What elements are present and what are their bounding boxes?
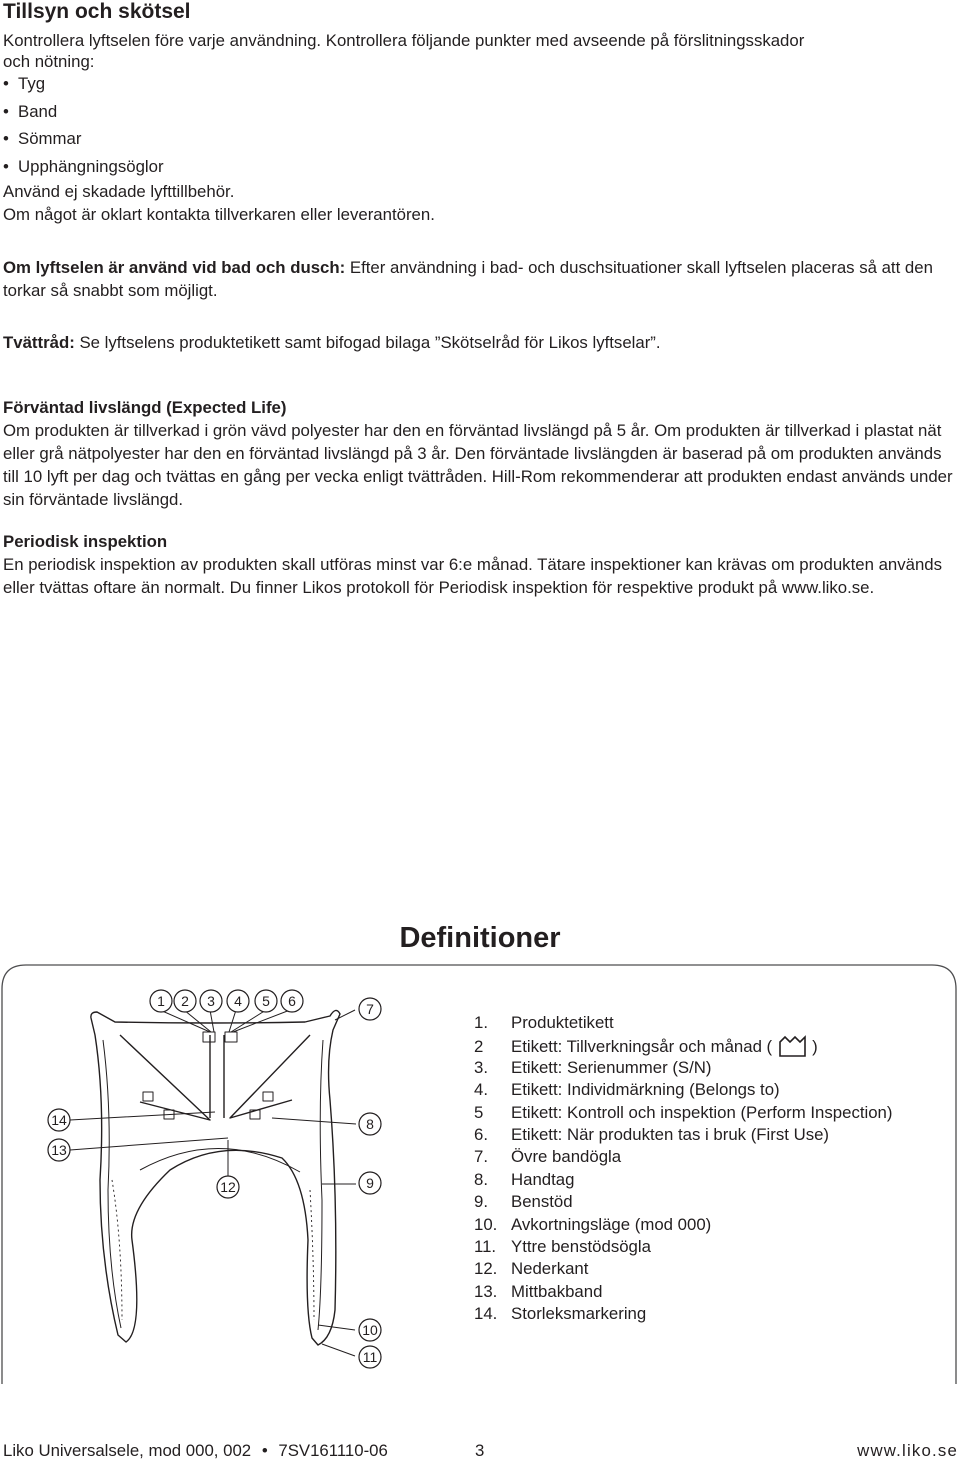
callout-label: 10 xyxy=(362,1322,378,1338)
wash-label: Tvättråd: xyxy=(3,333,75,352)
list-item: 12. Nederkant xyxy=(474,1259,589,1279)
handle-strap-right xyxy=(230,1035,310,1118)
list-item: 2 Etikett: Tillverkningsår och månad ( ) xyxy=(474,1034,892,1056)
definitions-title: Definitioner xyxy=(399,922,561,954)
callout-label: 4 xyxy=(234,993,242,1009)
bath-paragraph xyxy=(3,256,955,302)
definitions-list xyxy=(474,1012,892,1325)
handle-strap-left xyxy=(120,1035,210,1120)
list-item: 3. Etikett: Serienummer (S/N) xyxy=(474,1057,712,1077)
periodic-inspection-heading: Periodisk inspektion xyxy=(3,532,168,551)
callout-label: 13 xyxy=(51,1142,67,1158)
list-item: 13. Mittbakband xyxy=(474,1281,603,1301)
intro-line-2: och nötning: xyxy=(3,52,95,71)
expected-life-text: Om produkten är tillverkad i grön vävd polyester har den en förväntad livslängd på 5 år. Om produkten är tillverkad i plastat nät eller grå nätpolyester har den en förväntad livslängd på 3 år. Den förväntade livslängden är baserad på om produkten används till 10 lyft per dag och tvättas en gång per vecka enligt tvättråden. Hill-Rom rekommenderar att produkten endast används under sin förväntade livslängd. xyxy=(3,421,953,509)
page-title: Tillsyn och skötsel xyxy=(3,0,191,23)
callout-label: 3 xyxy=(207,993,215,1009)
callout-label: 7 xyxy=(366,1001,374,1017)
footer-url[interactable]: www.liko.se xyxy=(857,1441,958,1460)
expected-life-section xyxy=(3,396,955,511)
wash-text: Se lyftselens produktetikett samt bifogad bilaga ”Skötselråd för Likos lyftselar”. xyxy=(74,333,661,352)
list-item: • Sömmar xyxy=(3,129,82,149)
list-item: 5 Etikett: Kontroll och inspektion (Perform Inspection) xyxy=(474,1102,893,1122)
contact-note: Om något är oklart kontakta tillverkaren eller leverantören. xyxy=(3,205,435,224)
list-item: 6. Etikett: När produkten tas i bruk (First Use) xyxy=(474,1124,830,1144)
page-number: 3 xyxy=(475,1441,485,1460)
periodic-inspection-text: En periodisk inspektion av produkten skall utföras minst var 6:e månad. Tätare inspektioner kan krävas om produkten används eller tvättas oftare än normalt. Du finner Likos protokoll för Periodisk inspektion för respektive produkt på www.liko.se. xyxy=(3,555,943,597)
callout-label: 14 xyxy=(51,1112,67,1128)
callout-label: 1 xyxy=(157,993,165,1009)
callout-label: 6 xyxy=(288,993,296,1009)
callout-label: 11 xyxy=(362,1349,378,1365)
intro-line-1: Kontrollera lyftselen före varje användning. Kontrollera följande punkter med avseende på förslitningsskador xyxy=(3,31,805,50)
callout-label: 2 xyxy=(181,993,189,1009)
sling-diagram xyxy=(0,963,470,1385)
callout-label: 8 xyxy=(366,1116,374,1132)
sling-outline xyxy=(91,1010,340,1345)
expected-life-heading: Förväntad livslängd (Expected Life) xyxy=(3,398,287,417)
callout-label: 9 xyxy=(366,1175,374,1191)
list-item: • Upphängningsöglor xyxy=(3,157,164,177)
list-item: 11. Yttre benstödsögla xyxy=(474,1236,651,1256)
bath-label: Om lyftselen är använd vid bad och dusch: xyxy=(3,258,346,277)
bath-text: Efter användning i bad- och duschsituationer skall lyftselen placeras så att den torkar så snabbt som möjligt. xyxy=(3,258,933,300)
center-back-strap xyxy=(210,1035,224,1118)
manufacture-date-icon xyxy=(778,1034,808,1058)
list-item: 10. Avkortningsläge (mod 000) xyxy=(474,1214,712,1234)
footer-product: Liko Universalsele, mod 000, 002 • 7SV161110-06 xyxy=(3,1441,388,1460)
list-item: 9. Benstöd xyxy=(474,1192,573,1212)
damaged-note: Använd ej skadade lyfttillbehör. xyxy=(3,182,235,201)
list-item: 4. Etikett: Individmärkning (Belongs to) xyxy=(474,1080,780,1100)
list-item: • Band xyxy=(3,101,58,121)
inspection-points-list xyxy=(3,72,164,183)
leg-padding xyxy=(112,1180,314,1320)
periodic-inspection-section xyxy=(3,530,955,599)
list-item: 14. Storleksmarkering xyxy=(474,1304,647,1324)
callout-label: 12 xyxy=(220,1179,236,1195)
list-item: 7. Övre bandögla xyxy=(474,1147,622,1167)
wash-paragraph xyxy=(3,331,955,354)
callout-label: 5 xyxy=(262,993,270,1009)
list-item: 8. Handtag xyxy=(474,1169,575,1189)
list-item: • Tyg xyxy=(3,74,46,93)
list-item: 1. Produktetikett xyxy=(474,1013,614,1032)
